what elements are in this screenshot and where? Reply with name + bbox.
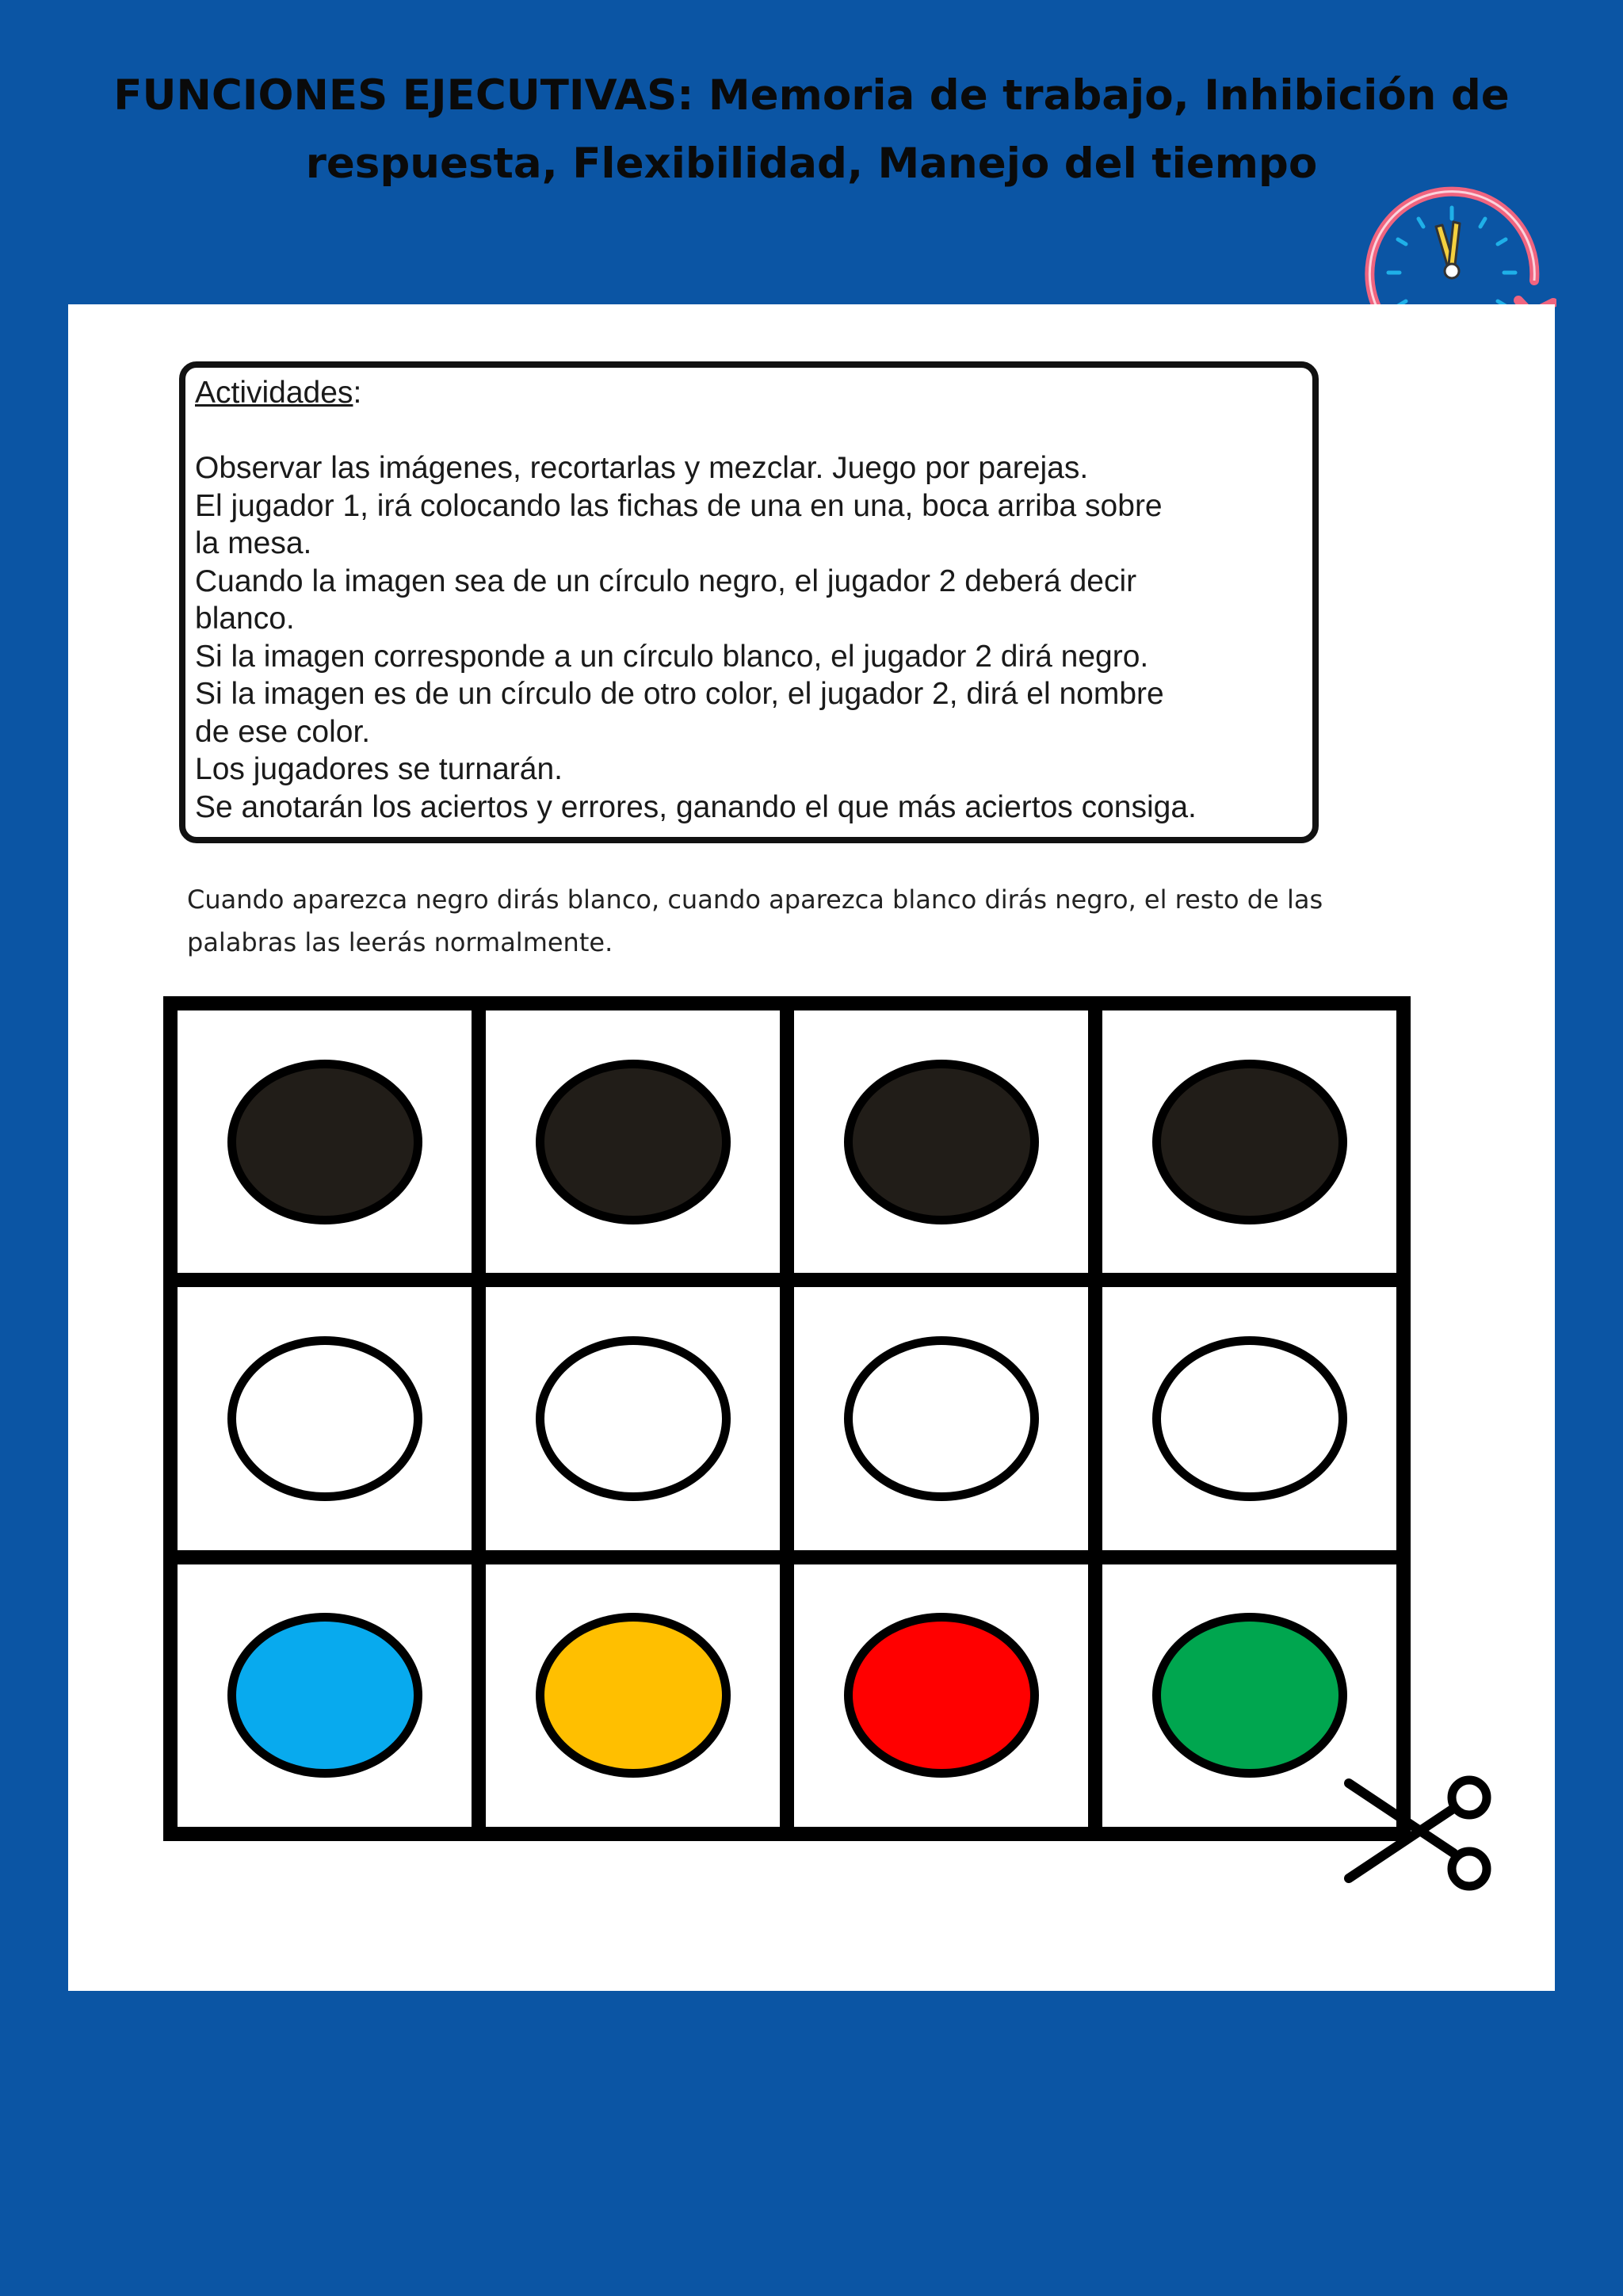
circle-card [227,1336,422,1501]
circle-card [844,1336,1039,1501]
activities-heading: Actividades [195,376,353,410]
circle-card [1152,1613,1347,1778]
card-cell [486,1010,780,1273]
activity-line: de ese color. [195,714,371,749]
instruction-line: palabras las leerás normalmente. [187,927,613,957]
activity-line: Se anotarán los aciertos y errores, ganando el que más aciertos consiga. [195,789,1197,824]
activity-line: El jugador 1, irá colocando las fichas de una en una, boca arriba sobre [195,488,1163,523]
circle-card [844,1613,1039,1778]
cards-grid [163,996,1411,1841]
instruction-line: Cuando aparezca negro dirás blanco, cuando aparezca blanco dirás negro, el resto de las [187,884,1323,915]
circle-card [536,1613,731,1778]
scissors-icon [1342,1759,1501,1902]
blank-line [195,412,1304,450]
card-cell [178,1564,472,1827]
circle-card [1152,1060,1347,1224]
activity-line: Observar las imágenes, recortarlas y mezclar. Juego por parejas. [195,451,1089,485]
page-title: FUNCIONES EJECUTIVAS: Memoria de trabajo, Inhibición de respuesta, Flexibilidad, Manejo del tiempo [113,71,1510,188]
activity-line: Cuando la imagen sea de un círculo negro, el jugador 2 deberá decir [195,563,1137,598]
card-cell [486,1564,780,1827]
activities-heading-line [195,374,1304,412]
activity-line: Si la imagen corresponde a un círculo blanco, el jugador 2 dirá negro. [195,639,1149,674]
card-cell [794,1564,1088,1827]
activity-line: blanco. [195,602,295,636]
card-cell [178,1287,472,1549]
card-cell [794,1010,1088,1273]
activity-line: la mesa. [195,526,312,560]
activity-line: Los jugadores se turnarán. [195,752,563,786]
activities-box [179,361,1319,843]
card-cell [794,1287,1088,1549]
card-cell [178,1010,472,1273]
activity-line: Si la imagen es de un círculo de otro color, el jugador 2, dirá el nombre [195,677,1164,711]
activities-heading-colon: : [353,376,362,410]
circle-card [227,1060,422,1224]
card-cell [486,1287,780,1549]
circle-card [227,1613,422,1778]
instruction-note [187,878,1407,964]
circle-card [1152,1336,1347,1501]
circle-card [536,1336,731,1501]
circle-card [536,1060,731,1224]
card-cell [1102,1010,1396,1273]
card-cell [1102,1287,1396,1549]
circle-card [844,1060,1039,1224]
